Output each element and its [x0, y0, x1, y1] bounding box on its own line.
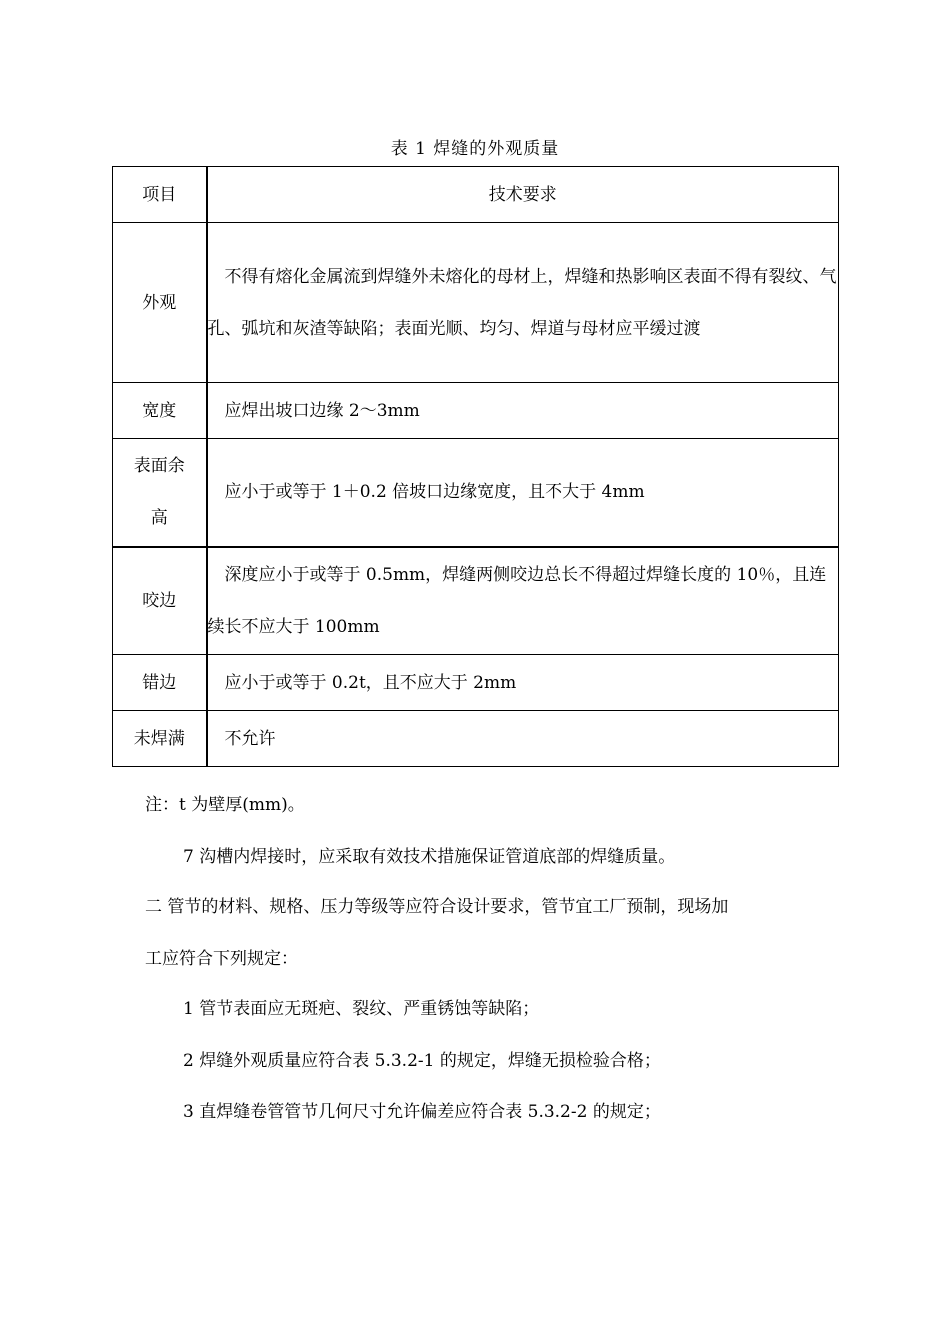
row-item: 外观	[113, 223, 207, 383]
row-requirement	[207, 547, 839, 655]
row-requirement	[207, 223, 839, 383]
paragraph-7: 7 沟槽内焊接时，应采取有效技术措施保证管道底部的焊缝质量。	[183, 847, 676, 867]
row-item	[113, 439, 207, 547]
weld-quality-table	[112, 166, 839, 767]
table-header-row	[113, 167, 839, 223]
requirement-text: 不得有熔化金属流到焊缝外未熔化的母材上，焊缝和热影响区表面不得有裂纹、气孔、弧坑和灰渣等缺陷；表面光顺、均匀、焊道与母材应平缓过渡	[207, 266, 837, 339]
table-row	[113, 383, 839, 439]
list-item-3: 3 直焊缝卷管管节几何尺寸允许偏差应符合表 5.3.2-2 的规定；	[183, 1102, 661, 1122]
section-2-line-2: 工应符合下列规定：	[145, 949, 298, 969]
table-row	[113, 547, 839, 655]
requirement-text: 深度应小于或等于 0.5mm，焊缝两侧咬边总长不得超过焊缝长度的 10％，且连续长不应大于 100mm	[207, 564, 827, 637]
header-requirement: 技术要求	[207, 167, 839, 223]
row-requirement	[207, 383, 839, 439]
row-item: 未焊满	[113, 711, 207, 767]
section-2-line-1: 二 管节的材料、规格、压力等级等应符合设计要求，管节宜工厂预制，现场加	[145, 897, 729, 917]
table-title: 表 1 焊缝的外观质量	[390, 139, 560, 159]
table-note: 注：t 为壁厚(mm)。	[145, 795, 305, 815]
row-requirement	[207, 655, 839, 711]
table-row	[113, 655, 839, 711]
row-item: 错边	[113, 655, 207, 711]
table-row	[113, 223, 839, 383]
row-item-text: 表面余高	[133, 456, 185, 529]
requirement-text: 应小于或等于 1＋0.2 倍坡口边缘宽度，且不大于 4mm	[224, 482, 645, 503]
row-item: 咬边	[113, 547, 207, 655]
requirement-text: 应小于或等于 0.2t，且不应大于 2mm	[224, 672, 517, 693]
row-requirement	[207, 439, 839, 547]
header-item: 项目	[113, 167, 207, 223]
list-item-2: 2 焊缝外观质量应符合表 5.3.2-1 的规定，焊缝无损检验合格；	[183, 1051, 661, 1071]
requirement-text: 应焊出坡口边缘 2～3mm	[224, 400, 420, 421]
table-row	[113, 439, 839, 547]
row-requirement	[207, 711, 839, 767]
requirement-text: 不允许	[224, 728, 276, 749]
row-item: 宽度	[113, 383, 207, 439]
list-item-1: 1 管节表面应无斑疤、裂纹、严重锈蚀等缺陷；	[183, 999, 540, 1019]
table-row	[113, 711, 839, 767]
